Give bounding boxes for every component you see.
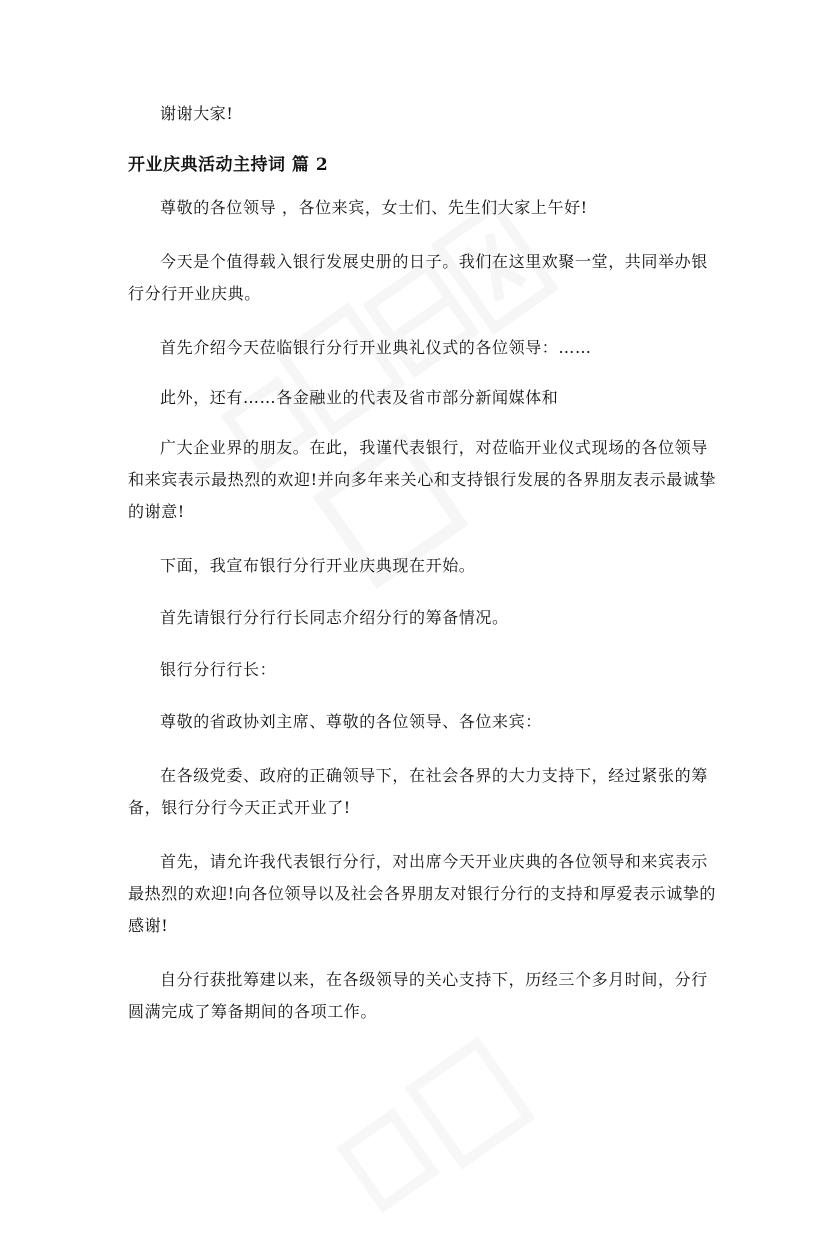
paragraph-thanks: 首先，请允许我代表银行分行，对出席今天开业庆典的各位领导和来宾表示最热烈的欢迎!向各位领导以及社会各界朋友对银行分行的支持和厚爱表示诚挚的感谢! (128, 852, 717, 935)
paragraph-manager-label: 银行分行行长： (160, 660, 277, 679)
paragraph-manager-greeting: 尊敬的省政协刘主席、尊敬的各位领导、各位来宾： (160, 712, 542, 731)
paragraph-preparation: 自分行获批筹建以来，在各级领导的关心支持下，历经三个多月时间，分行圆满完成了筹备期间的各项工作。 (128, 970, 708, 1021)
paragraph-leaders: 首先介绍今天莅临银行分行开业典礼仪式的各位领导：…… (160, 338, 592, 357)
section-heading: 开业庆典活动主持词 篇 2 (128, 155, 329, 175)
paragraph-invite-manager: 首先请银行分行行长同志介绍分行的筹备情况。 (160, 608, 509, 627)
paragraph-greeting: 尊敬的各位领导 ，各位来宾，女士们、先生们大家上午好! (160, 198, 588, 217)
paragraph-welcome: 广大企业界的朋友。在此，我谨代表银行，对莅临开业仪式现场的各位领导和来宾表示最热烈的欢迎!并向多年来关心和支持银行发展的各界朋友表示最诚挚的谢意! (128, 438, 717, 521)
paragraph-others: 此外，还有……各金融业的代表及省市部分新闻媒体和 (160, 388, 559, 407)
paragraph-opening: 在各级党委、政府的正确领导下，在社会各界的大力支持下，经过紧张的筹备，银行分行今天正式开业了! (128, 766, 708, 817)
closing-line: 谢谢大家! (160, 104, 234, 123)
watermark-logo-bottom (324, 1023, 557, 1236)
paragraph-intro: 今天是个值得载入银行发展史册的日子。我们在这里欢聚一堂，共同举办银行分行开业庆典。 (128, 252, 708, 303)
paragraph-announce: 下面，我宣布银行分行开业庆典现在开始。 (160, 556, 476, 575)
